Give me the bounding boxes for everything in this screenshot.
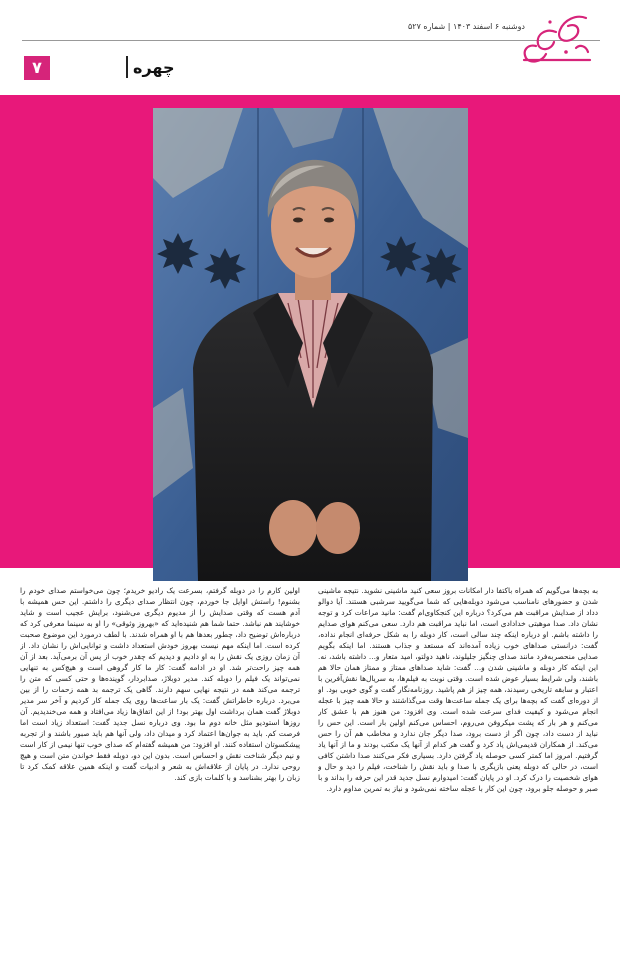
section-title: چهره	[133, 58, 175, 77]
page-header	[0, 0, 620, 95]
portrait-photo	[153, 108, 468, 581]
header-rule	[22, 40, 600, 41]
section-divider	[126, 56, 128, 78]
page-number: ۷	[24, 56, 50, 80]
article-column-left: اولین کارم را در دوبله گرفتم، بسرعت یک رادیو خریدم؛ چون می‌خواستم صدای خودم را بشنوم! راستش اوایل جا خوردم، چون انتظار صدای دیگری را داشتم. این حس همیشه با آدم هست که وقتی صدایش را از مدیوم دیگری می‌شنود، برایش عجیب است و شاید خوشایند هم نباشد. حتما شما هم شنیده‌اید که «بهروز وثوقی» را او به سینما معرفی کرد که درباره‌اش توضیح داد، چطور بعدها هم با او همراه شدند. با لطف درمورد این موضوع صحبت کرده است. اما اینکه مهم نیست بهروز خودش استعداد داشت و توانایی‌اش را نشان داد. از آن زمان روزی یک نقش را به او دادیم و دیدیم که چقدر خوب از پس آن برمی‌آید. بعد از آن همه چیز راحت‌تر شد. او در ادامه گفت: کار ما کار گروهی است و هیچ‌کس به تنهایی نمی‌تواند یک فیلم را دوبله کند. مدیر دوبلاژ، صدابردار، گوینده‌ها و حتی کسی که متن را ترجمه می‌کند همه در نتیجه نهایی سهم دارند. گاهی یک ترجمه بد همه زحمات را از بین می‌برد. درباره خاطراتش گفت: یک بار ساعت‌ها روی یک جمله کار کردیم و آخر سر مدیر دوبلاژ گفت همان برداشت اول بهتر بود! از این اتفاق‌ها زیاد می‌افتاد و همه می‌خندیدیم. آن روزها استودیو مثل خانه دوم ما بود. وی درباره نسل جدید گفت: استعداد زیاد است اما فرصت کم. باید به جوان‌ها اعتماد کرد و میدان داد، ولی آنها هم باید صبور باشند و از تجربه پیشکسوتان استفاده کنند. او افزود: من همیشه گفته‌ام که صدای خوب تنها نیمی از کار است و نیم دیگر شناخت نقش و احساس است. بدون این دو، دوبله فقط خواندن متن است و هیچ روحی ندارد. در پایان از علاقه‌اش به شعر و ادبیات گفت و اینکه همین علاقه کمک کرد تا زبان را بهتر بشناسد و با کلمات بازی کند.	[20, 586, 300, 782]
issue-date-line: دوشنبه ۶ اسفند ۱۴۰۳ | شماره ۵۲۷	[408, 22, 525, 31]
article-column-right: به بچه‌ها می‌گویم که همراه باکتفا دار امکانات بروز سعی کنید ماشینی نشوید. نتیجه ماشینی شدن و حضورهای نامناسب می‌شود دوبله‌هایی که شما می‌گویید سرشبی هستند. آیا دوالو دداد از صدایش مراقبت هم می‌کرد؟ درباره این کنجکاوی‌ام گفت: مانید مراعات کرد و توجه نشان داد. صدا موهبتی خدادادی است، اما نباید مراقبت هم دارد. سعی می‌کنم هوای صدایم را داشته باشم. او درباره اینکه چند سالی است، کار دوبله را به شکل حرفه‌ای انجام نداده، گفت: درانستی صداهای خوب زیاده آمده‌اند که مستعد و جذاب هستند. اما اینکه بگویم صدایی منحصربه‌فرد مانند صدای چنگیز جلیلوند، ناهید دولتو، امید متعار و... داشته باشد، نه. این اینکه کار دوبله و ماشینی شدن و... گفت: شاید صداهای ممتاز و ممتاز همان حالا هم باشند، ولی شرایط بسیار عوض شده است. وقتی نوبت به فیلم‌ها، به سریال‌ها نقش‌آفرین با اعتبار و سابقه تاریخی رسیدند، همه چیز از هم پاشید. روزنامه‌نگار گفت و گوی خوبی بود. او از دوره‌ای گفت که بچه‌ها برای یک جمله ساعت‌ها وقت می‌گذاشتند و حالا همه چیز با عجله انجام می‌شود و کیفیت فدای سرعت شده است. وی افزود: من هنوز هم با عشق کار می‌کنم و هر بار که پشت میکروفن می‌روم، احساس می‌کنم اولین بار است. این حس را نباید از دست داد، چون اگر از دست برود، صدا دیگر جان ندارد و مخاطب هم آن را حس می‌کند. از همکاران قدیمی‌اش یاد کرد و گفت هر کدام از آنها یک مکتب بودند و ما از آنها یاد گرفتیم. امروز اما کمتر کسی حوصله یاد گرفتن دارد. بسیاری فکر می‌کنند صدا داشتن کافی است، در حالی که دوبله یعنی بازیگری با صدا و باید نقش را شناخت، فیلم را دید و حال و هوای شخصیت را درک کرد. او در پایان گفت: امیدوارم نسل جدید قدر این حرفه را بداند و با صبر و حوصله جلو برود، چون این کار با عجله ساخته نمی‌شود و نیاز به تمرین مداوم دارد.	[318, 586, 598, 793]
newspaper-logo	[516, 10, 596, 70]
